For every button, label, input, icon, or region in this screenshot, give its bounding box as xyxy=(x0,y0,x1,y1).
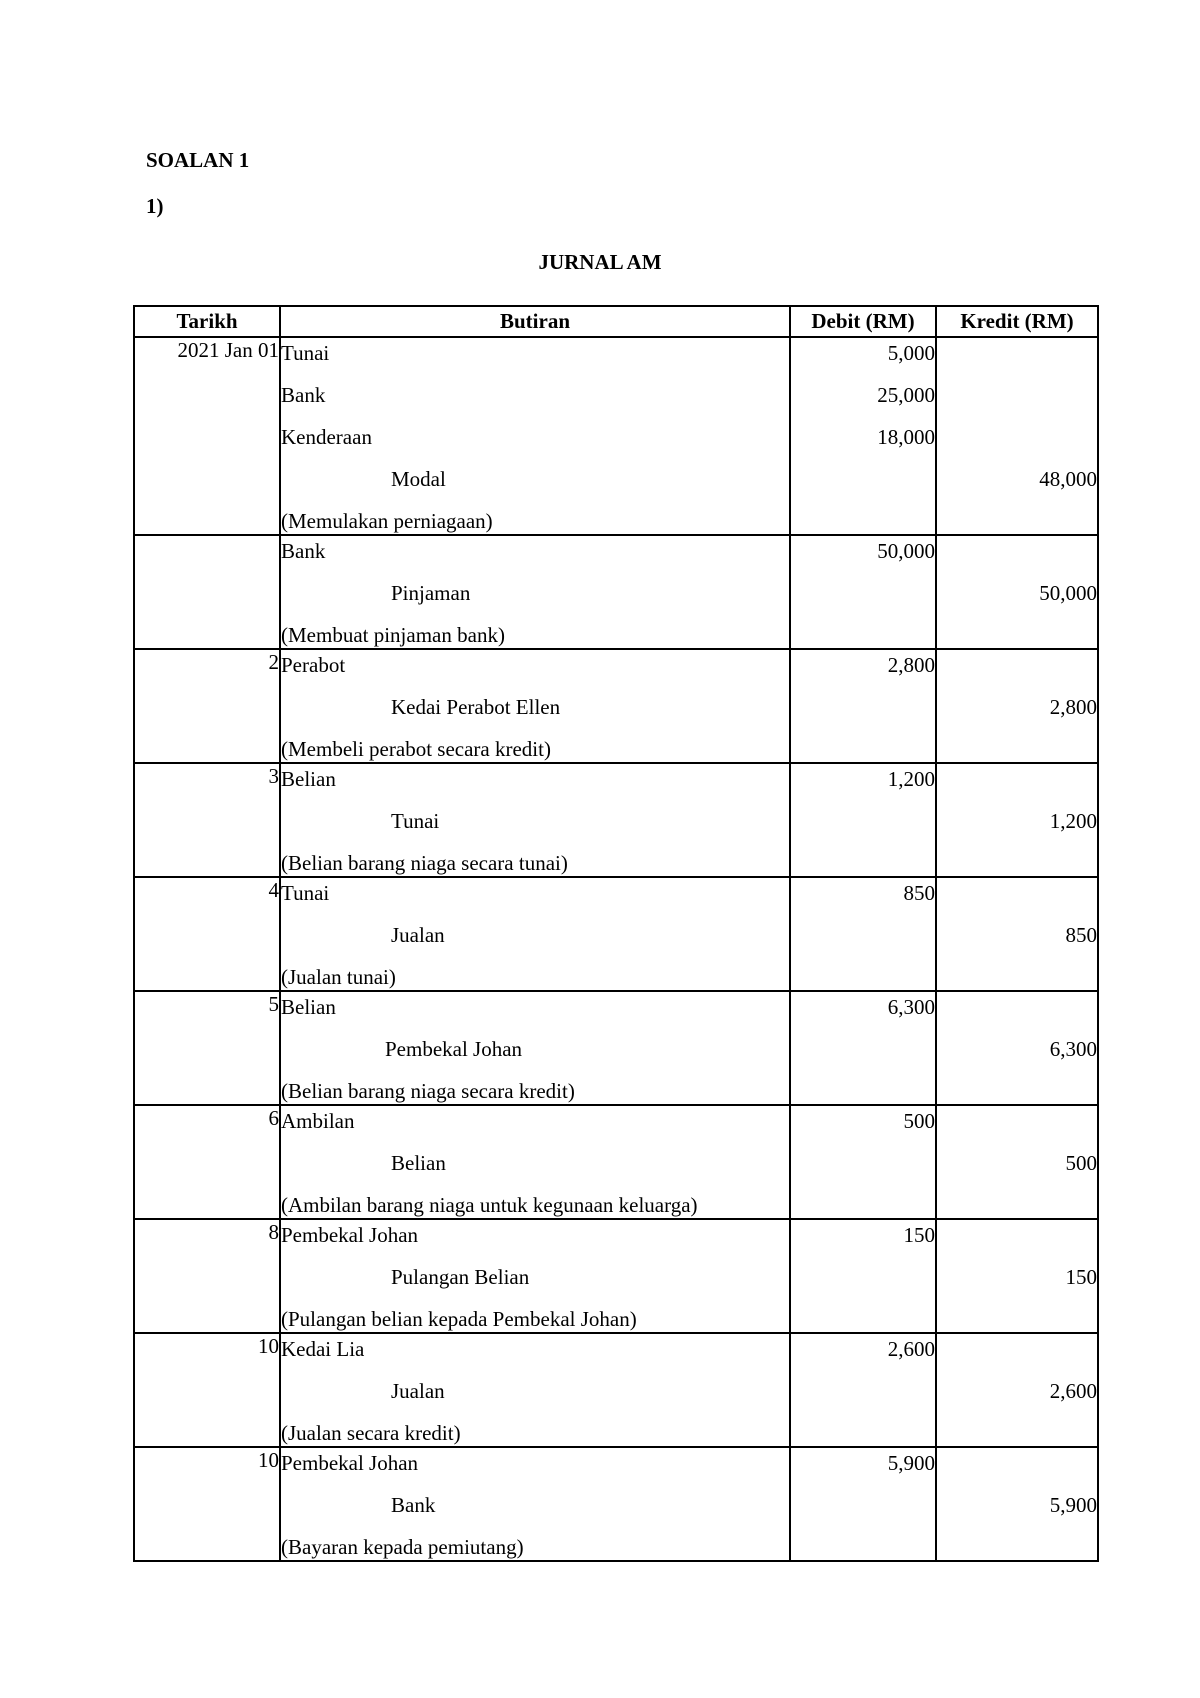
credit-amount: 850 xyxy=(1065,923,1097,947)
credit-amount xyxy=(937,1076,1097,1104)
entry-date xyxy=(134,535,280,649)
debit-amount: 25,000 xyxy=(877,383,935,407)
credit-amount xyxy=(937,1106,1097,1148)
journal-entry-row xyxy=(134,1333,1098,1447)
debit-amount xyxy=(791,1532,935,1560)
credit-amount xyxy=(937,620,1097,648)
narration-line: (Memulakan perniagaan) xyxy=(281,509,493,533)
entry-credit xyxy=(936,991,1098,1105)
credit-amount xyxy=(937,1532,1097,1560)
debit-amount: 6,300 xyxy=(887,995,935,1019)
credit-account-line: Jualan xyxy=(391,1379,445,1403)
debit-amount xyxy=(791,578,935,620)
credit-amount xyxy=(937,1334,1097,1376)
debit-account-line: Pembekal Johan xyxy=(281,1451,419,1475)
debit-account-line: Bank xyxy=(281,539,326,563)
narration-line: (Bayaran kepada pemiutang) xyxy=(281,1535,524,1559)
debit-amount xyxy=(791,920,935,962)
credit-amount xyxy=(937,380,1097,422)
entry-date: 3 xyxy=(134,763,280,877)
credit-account-line: Belian xyxy=(391,1151,446,1175)
credit-amount: 500 xyxy=(1065,1151,1097,1175)
debit-amount xyxy=(791,848,935,876)
entry-debit xyxy=(790,877,936,991)
narration-line: (Jualan secara kredit) xyxy=(281,1421,461,1445)
debit-amount xyxy=(791,1262,935,1304)
credit-amount xyxy=(937,1220,1097,1262)
debit-amount xyxy=(791,962,935,990)
entry-particulars xyxy=(280,649,790,763)
debit-amount: 150 xyxy=(903,1223,935,1247)
debit-amount xyxy=(791,1034,935,1076)
debit-amount xyxy=(791,1418,935,1446)
entry-debit xyxy=(790,1447,936,1561)
credit-amount: 5,900 xyxy=(1049,1493,1097,1517)
debit-account-line: Tunai xyxy=(281,881,330,905)
credit-amount xyxy=(937,1448,1097,1490)
credit-account-line: Bank xyxy=(391,1493,436,1517)
narration-line: (Membuat pinjaman bank) xyxy=(281,623,505,647)
credit-amount xyxy=(937,734,1097,762)
credit-amount: 150 xyxy=(1065,1265,1097,1289)
column-header-kredit: Kredit (RM) xyxy=(936,306,1098,337)
debit-account-line: Pembekal Johan xyxy=(281,1223,419,1247)
journal-body xyxy=(134,337,1098,1561)
credit-amount: 6,300 xyxy=(1049,1037,1097,1061)
debit-amount xyxy=(791,1148,935,1190)
credit-amount xyxy=(937,992,1097,1034)
entry-debit xyxy=(790,763,936,877)
narration-line: (Membeli perabot secara kredit) xyxy=(281,737,551,761)
debit-account-line: Kenderaan xyxy=(281,425,372,449)
entry-credit xyxy=(936,1105,1098,1219)
entry-particulars xyxy=(280,1219,790,1333)
debit-amount xyxy=(791,1190,935,1218)
journal-entry-row xyxy=(134,1219,1098,1333)
debit-account-line: Kedai Lia xyxy=(281,1337,365,1361)
journal-entry-row xyxy=(134,991,1098,1105)
question-number: 1) xyxy=(146,194,164,218)
narration-line: (Pulangan belian kepada Pembekal Johan) xyxy=(281,1307,637,1331)
general-journal-table xyxy=(133,305,1099,1562)
debit-amount: 5,000 xyxy=(887,341,935,365)
entry-date: 10 xyxy=(134,1333,280,1447)
debit-account-line: Belian xyxy=(281,767,336,791)
narration-line: (Belian barang niaga secara tunai) xyxy=(281,851,568,875)
debit-amount: 50,000 xyxy=(877,539,935,563)
credit-amount: 50,000 xyxy=(1039,581,1097,605)
debit-amount: 850 xyxy=(903,881,935,905)
entry-date: 2 xyxy=(134,649,280,763)
credit-amount xyxy=(937,1304,1097,1332)
entry-credit xyxy=(936,763,1098,877)
entry-particulars xyxy=(280,877,790,991)
entry-debit xyxy=(790,991,936,1105)
credit-account-line: Pembekal Johan xyxy=(385,1037,523,1061)
credit-amount xyxy=(937,848,1097,876)
entry-credit xyxy=(936,649,1098,763)
credit-account-line: Modal xyxy=(391,467,446,491)
credit-amount xyxy=(937,1418,1097,1446)
debit-amount xyxy=(791,1304,935,1332)
entry-credit xyxy=(936,337,1098,535)
journal-title: JURNAL AM xyxy=(538,250,662,274)
entry-particulars xyxy=(280,1105,790,1219)
debit-account-line: Belian xyxy=(281,995,336,1019)
entry-debit xyxy=(790,649,936,763)
entry-date: 5 xyxy=(134,991,280,1105)
journal-entry-row xyxy=(134,763,1098,877)
journal-entry-row xyxy=(134,535,1098,649)
journal-entry-row xyxy=(134,337,1098,535)
debit-amount xyxy=(791,734,935,762)
journal-entry-row xyxy=(134,877,1098,991)
entry-particulars xyxy=(280,763,790,877)
section-heading: SOALAN 1 xyxy=(146,148,250,172)
debit-amount xyxy=(791,692,935,734)
entry-debit xyxy=(790,1219,936,1333)
table-header-row xyxy=(134,306,1098,337)
debit-account-line: Perabot xyxy=(281,653,346,677)
debit-account-line: Bank xyxy=(281,383,326,407)
credit-account-line: Pulangan Belian xyxy=(391,1265,530,1289)
debit-amount: 2,800 xyxy=(887,653,935,677)
credit-account-line: Tunai xyxy=(391,809,440,833)
credit-amount xyxy=(937,764,1097,806)
entry-credit xyxy=(936,1447,1098,1561)
entry-particulars xyxy=(280,1333,790,1447)
journal-entry-row xyxy=(134,1105,1098,1219)
entry-date: 10 xyxy=(134,1447,280,1561)
entry-debit xyxy=(790,337,936,535)
debit-amount xyxy=(791,464,935,506)
entry-particulars xyxy=(280,337,790,535)
debit-amount: 1,200 xyxy=(887,767,935,791)
debit-amount: 18,000 xyxy=(877,425,935,449)
credit-amount xyxy=(937,878,1097,920)
debit-amount xyxy=(791,1490,935,1532)
entry-credit xyxy=(936,877,1098,991)
journal-entry-row xyxy=(134,649,1098,763)
credit-amount xyxy=(937,962,1097,990)
credit-amount xyxy=(937,506,1097,534)
debit-amount xyxy=(791,620,935,648)
debit-amount: 2,600 xyxy=(887,1337,935,1361)
entry-particulars xyxy=(280,535,790,649)
credit-amount xyxy=(937,422,1097,464)
narration-line: (Belian barang niaga secara kredit) xyxy=(281,1079,575,1103)
entry-credit xyxy=(936,1333,1098,1447)
credit-amount xyxy=(937,338,1097,380)
entry-particulars xyxy=(280,991,790,1105)
credit-amount: 2,800 xyxy=(1049,695,1097,719)
narration-line: (Jualan tunai) xyxy=(281,965,396,989)
entry-debit xyxy=(790,1105,936,1219)
credit-amount xyxy=(937,650,1097,692)
debit-amount xyxy=(791,806,935,848)
entry-date: 6 xyxy=(134,1105,280,1219)
narration-line: (Ambilan barang niaga untuk kegunaan keluarga) xyxy=(281,1193,698,1217)
credit-account-line: Kedai Perabot Ellen xyxy=(391,695,561,719)
credit-amount: 2,600 xyxy=(1049,1379,1097,1403)
entry-credit xyxy=(936,1219,1098,1333)
entry-date: 8 xyxy=(134,1219,280,1333)
debit-amount xyxy=(791,506,935,534)
credit-amount xyxy=(937,1190,1097,1218)
debit-amount: 5,900 xyxy=(887,1451,935,1475)
credit-amount xyxy=(937,536,1097,578)
credit-account-line: Jualan xyxy=(391,923,445,947)
entry-date: 2021 Jan 01 xyxy=(134,337,280,535)
journal-entry-row xyxy=(134,1447,1098,1561)
entry-debit xyxy=(790,1333,936,1447)
credit-amount: 48,000 xyxy=(1039,467,1097,491)
debit-amount: 500 xyxy=(903,1109,935,1133)
debit-account-line: Ambilan xyxy=(281,1109,355,1133)
credit-account-line: Pinjaman xyxy=(391,581,471,605)
entry-credit xyxy=(936,535,1098,649)
debit-account-line: Tunai xyxy=(281,341,330,365)
column-header-tarikh: Tarikh xyxy=(134,306,280,337)
entry-date: 4 xyxy=(134,877,280,991)
debit-amount xyxy=(791,1076,935,1104)
credit-amount: 1,200 xyxy=(1049,809,1097,833)
column-header-debit: Debit (RM) xyxy=(790,306,936,337)
debit-amount xyxy=(791,1376,935,1418)
column-header-butiran: Butiran xyxy=(280,306,790,337)
entry-debit xyxy=(790,535,936,649)
entry-particulars xyxy=(280,1447,790,1561)
